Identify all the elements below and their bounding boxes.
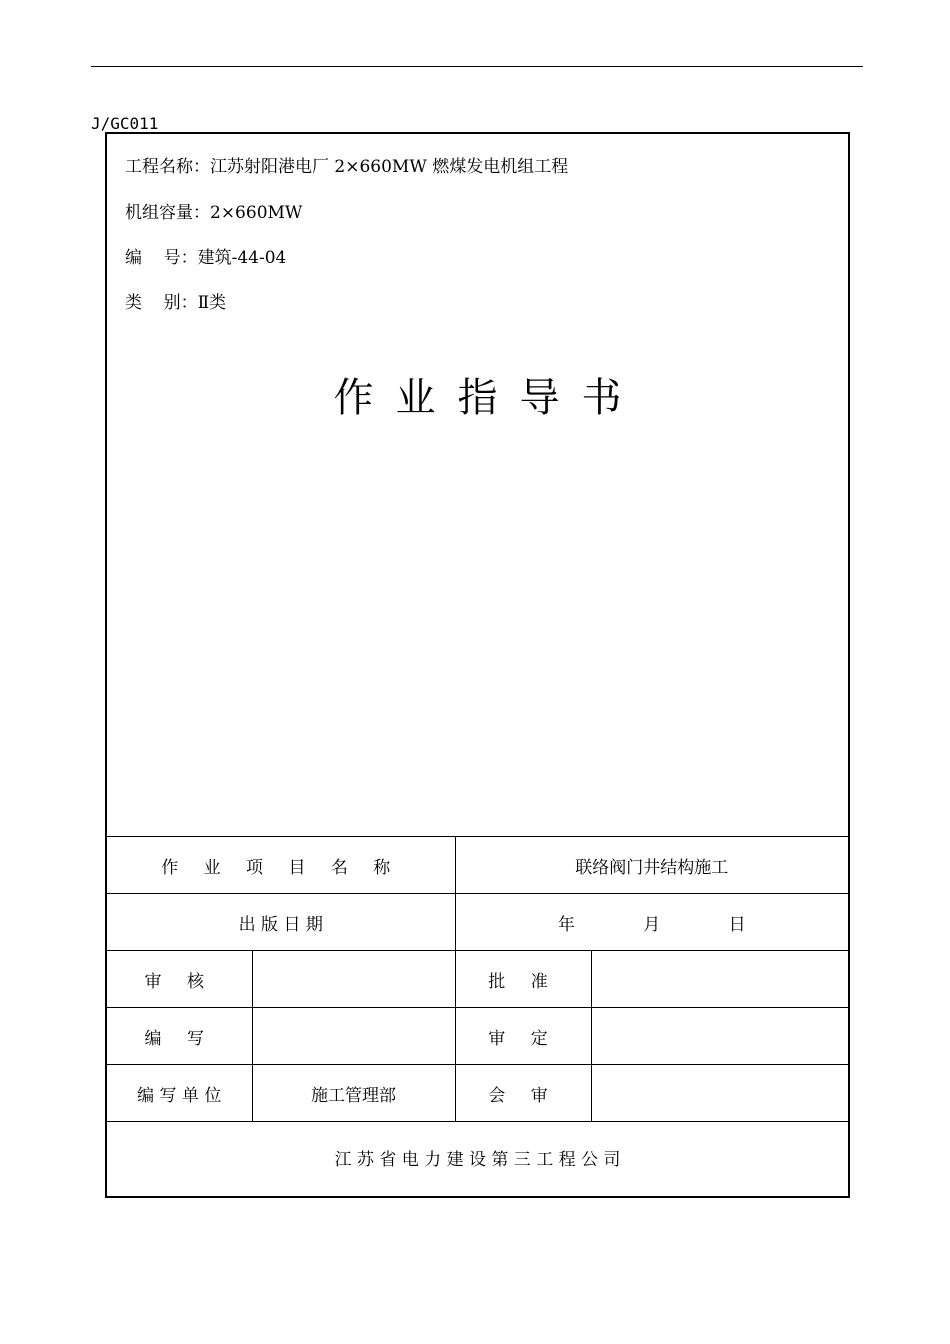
header-rule	[91, 66, 863, 67]
cover-frame	[105, 132, 850, 1198]
table-row	[107, 1065, 848, 1122]
confirm-value	[591, 1008, 848, 1065]
confirm-label: 审 定	[455, 1008, 591, 1065]
approval-table	[107, 836, 848, 1193]
review-label: 审 核	[107, 951, 252, 1008]
document-category: 类 别：Ⅱ类	[125, 293, 227, 313]
document-number: 编 号：建筑-44-04	[125, 248, 287, 268]
date-value	[455, 894, 848, 951]
date-day: 日	[728, 914, 746, 935]
review-value	[252, 951, 455, 1008]
joint-review-value	[591, 1065, 848, 1122]
unit-capacity: 机组容量：2×660MW	[125, 203, 303, 223]
date-year: 年	[557, 914, 575, 935]
unit-value: 施工管理部	[252, 1065, 455, 1122]
unit-label: 编 写 单 位	[107, 1065, 252, 1122]
document-code: J/GC011	[91, 114, 159, 133]
company-name: 江 苏 省 电 力 建 设 第 三 工 程 公 司	[107, 1122, 848, 1194]
table-row	[107, 1122, 848, 1194]
approve-label: 批 准	[455, 951, 591, 1008]
item-name-value: 联络阀门井结构施工	[455, 837, 848, 894]
joint-review-label: 会 审	[455, 1065, 591, 1122]
date-label: 出 版 日 期	[107, 894, 455, 951]
approve-value	[591, 951, 848, 1008]
item-name-label: 作 业 项 目 名 称	[107, 837, 455, 894]
write-label: 编 写	[107, 1008, 252, 1065]
table-row	[107, 894, 848, 951]
write-value	[252, 1008, 455, 1065]
page-title: 作业指导书	[333, 375, 644, 421]
project-name: 工程名称：江苏射阳港电厂 2×660MW 燃煤发电机组工程	[125, 157, 569, 177]
date-month: 月	[643, 914, 661, 935]
table-row	[107, 951, 848, 1008]
table-row	[107, 1008, 848, 1065]
table-row	[107, 837, 848, 894]
